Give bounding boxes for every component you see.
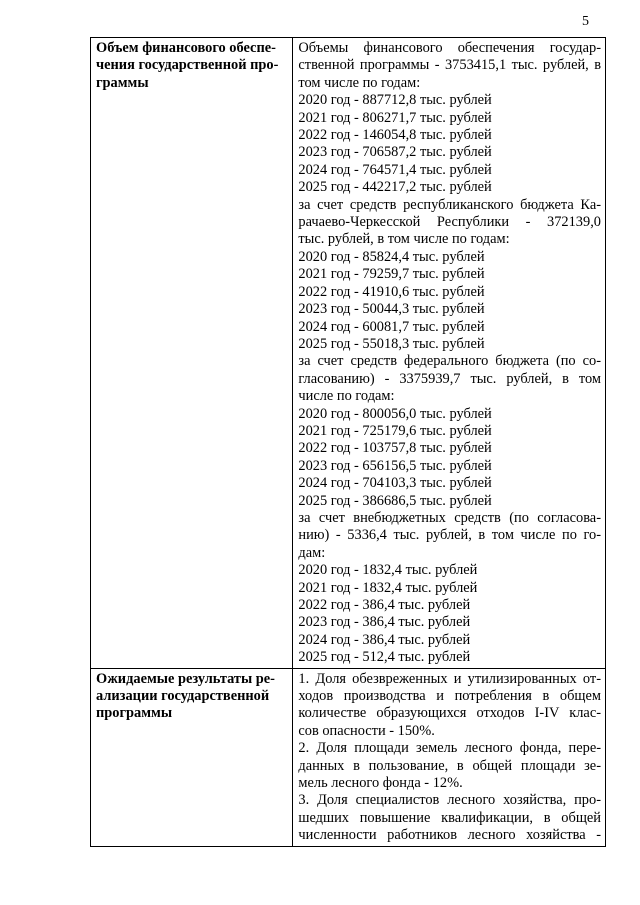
value-line: 2024 год - 704103,3 тыс. рублей — [298, 475, 492, 492]
value-line: том числе по годам: — [298, 74, 421, 91]
value-line: 2020 год - 887712,8 тыс. рублей — [298, 92, 492, 109]
value-line: числе по годам: — [298, 388, 395, 405]
value-line: за счет средств федерального бюджета (по со- — [298, 353, 601, 370]
value-line: тыс. рублей, в том числе по годам: — [298, 231, 510, 248]
value-line: 2022 год - 41910,6 тыс. рублей — [298, 283, 485, 300]
row-label — [91, 668, 293, 846]
passport-table — [90, 37, 606, 847]
row-value — [293, 38, 606, 669]
value-line: 2. Доля площади земель лесного фонда, пере- — [298, 740, 601, 757]
row-value — [293, 668, 606, 846]
expected-results-row — [91, 668, 606, 846]
value-line: 2021 год - 1832,4 тыс. рублей — [298, 579, 478, 596]
value-line: рачаево-Черкесской Республики - 372139,0 — [298, 214, 601, 231]
value-line: гласованию) - 3375939,7 тыс. рублей, в том — [298, 370, 601, 387]
value-line: 3. Доля специалистов лесного хозяйства, про- — [298, 792, 601, 809]
value-line: 2025 год - 512,4 тыс. рублей — [298, 649, 471, 666]
value-line: 1. Доля обезвреженных и утилизированных от- — [298, 670, 601, 687]
label-line: ализации государственной — [96, 688, 270, 705]
value-line: 2023 год - 386,4 тыс. рублей — [298, 614, 471, 631]
value-line: за счет средств республиканского бюджета Ка- — [298, 196, 601, 213]
value-line: шедших повышение квалификации, в общей — [298, 809, 601, 826]
value-line: 2022 год - 386,4 тыс. рублей — [298, 597, 471, 613]
value-line: 2022 год - 146054,8 тыс. рублей — [298, 127, 492, 144]
financing-row — [91, 38, 606, 669]
value-line: 2021 год - 79259,7 тыс. рублей — [298, 266, 485, 283]
value-line: 2020 год - 85824,4 тыс. рублей — [298, 248, 485, 265]
value-line: мель лесного фонда - 12%. — [298, 775, 463, 792]
value-line: Объемы финансового обеспечения государ- — [298, 40, 601, 56]
value-line: 2022 год - 103757,8 тыс. рублей — [298, 440, 492, 457]
value-line: 2021 год - 725179,6 тыс. рублей — [298, 422, 492, 439]
value-line: данных в пользование, в общей площади зе- — [298, 757, 601, 774]
value-line: 2023 год - 706587,2 тыс. рублей — [298, 144, 492, 161]
label-line: чения государственной про- — [96, 57, 279, 74]
value-line: 2024 год - 764571,4 тыс. рублей — [298, 161, 492, 178]
page-number: 5 — [582, 14, 589, 29]
value-line: 2020 год - 1832,4 тыс. рублей — [298, 562, 478, 579]
value-line: ственной программы - 3753415,1 тыс. рублей, в — [298, 57, 601, 74]
value-line: 2025 год - 55018,3 тыс. рублей — [298, 335, 485, 352]
value-line: количестве образующихся отходов I-IV клас- — [298, 705, 601, 722]
value-line: 2025 год - 442217,2 тыс. рублей — [298, 179, 492, 196]
value-line: 2025 год - 386686,5 тыс. рублей — [298, 492, 492, 509]
value-line: 2024 год - 386,4 тыс. рублей — [298, 631, 471, 648]
label-line: программы — [96, 705, 173, 722]
value-line: дам: — [298, 544, 326, 561]
value-line: ходов производства и потребления в общем — [298, 688, 601, 705]
label-line: Объем финансового обеспе- — [96, 40, 276, 56]
value-line: 2023 год - 656156,5 тыс. рублей — [298, 457, 492, 474]
label-line: граммы — [96, 74, 149, 91]
value-line: за счет внебюджетных средств (по согласова- — [298, 509, 601, 526]
label-line: Ожидаемые результаты ре- — [96, 670, 275, 687]
value-line: численности работников лесного хозяйства - — [298, 827, 601, 844]
value-line: нию) - 5336,4 тыс. рублей, в том числе по го- — [298, 527, 601, 544]
row-label — [91, 38, 293, 669]
value-line: 2020 год - 800056,0 тыс. рублей — [298, 405, 492, 422]
value-line: 2021 год - 806271,7 тыс. рублей — [298, 109, 492, 126]
value-line: 2023 год - 50044,3 тыс. рублей — [298, 301, 485, 318]
value-line: 2024 год - 60081,7 тыс. рублей — [298, 318, 485, 335]
value-line: сов опасности - 150%. — [298, 722, 435, 739]
